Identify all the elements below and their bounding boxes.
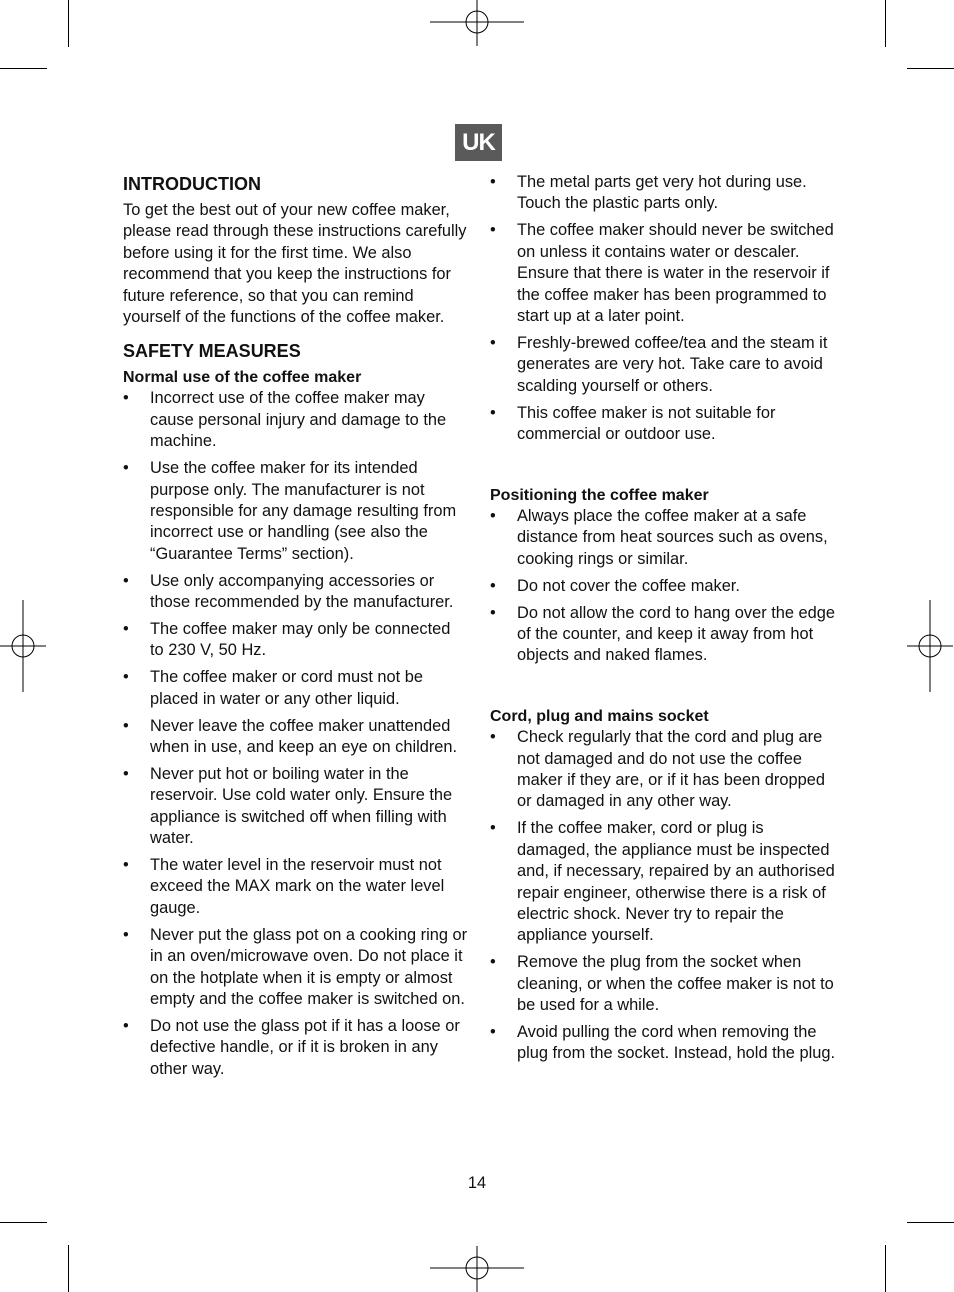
list-item: • Never leave the coffee maker unattended when in use, and keep an eye on children. xyxy=(123,716,458,757)
bullet-icon: • xyxy=(123,389,129,408)
bullet-icon: • xyxy=(123,716,129,735)
list-item: • The coffee maker should never be switched on unless it contains water or descaler. Ensure that there is water in the reservoir if the coffee maker has been programmed to start up at a later point. xyxy=(490,221,834,325)
bullet-icon: • xyxy=(123,571,129,590)
list-item: • Freshly-brewed coffee/tea and the steam it generates are very hot. Take care to avoid scalding yourself or others. xyxy=(490,333,828,395)
intro-paragraph: To get the best out of your new coffee maker, please read through these instructions carefully before using it for the first time. We also recommend that you keep the instructions for future reference, so that you can remind yourself of the functions of the coffee maker. xyxy=(123,201,467,327)
list-item: • Always place the coffee maker at a safe distance from heat sources such as ovens, cooking rings or similar. xyxy=(490,506,828,568)
bullet-icon: • xyxy=(490,576,496,595)
list-item: • Never put the glass pot on a cooking ring or in an oven/microwave oven. Do not place it on the hotplate when it is empty or almost empty and the coffee maker is switched on. xyxy=(123,925,468,1008)
bullet-icon: • xyxy=(490,1023,496,1041)
list-item: • This coffee maker is not suitable for commercial or outdoor use. xyxy=(490,403,776,443)
list-item: • Incorrect use of the coffee maker may cause personal injury and damage to the machine. xyxy=(123,389,447,451)
crop-mark xyxy=(68,1245,69,1292)
safety-heading: SAFETY MEASURES xyxy=(123,341,301,362)
list-item: • Do not use the glass pot if it has a loose or defective handle, or if it is broken in any other way. xyxy=(123,1016,460,1078)
list-item: • If the coffee maker, cord or plug is damaged, the appliance must be inspected and, if necessary, repaired by an authorised repair engineer, otherwise there is a risk of electric shock. Never try to repair the appliance yourself. xyxy=(490,819,835,945)
bullet-icon: • xyxy=(490,173,496,191)
crop-mark xyxy=(885,0,886,47)
bullet-icon: • xyxy=(490,403,496,422)
crop-mark xyxy=(0,68,47,69)
crop-mark xyxy=(68,0,69,47)
crop-mark xyxy=(907,68,954,69)
intro-heading: INTRODUCTION xyxy=(123,174,261,194)
list-item: • Avoid pulling the cord when removing the plug from the socket. Instead, hold the plug. xyxy=(490,1023,835,1063)
bullet-icon: • xyxy=(123,764,129,783)
crop-mark xyxy=(885,1245,886,1292)
language-badge: UK xyxy=(455,124,502,161)
list-item: • Remove the plug from the socket when cleaning, or when the coffee maker is not to be used for a while. xyxy=(490,953,834,1015)
registration-mark-icon xyxy=(430,1246,524,1292)
bullet-icon: • xyxy=(123,459,129,478)
bullet-icon: • xyxy=(490,953,496,972)
registration-mark-icon xyxy=(0,600,46,692)
list-item: • The water level in the reservoir must not exceed the MAX mark on the water level gauge. xyxy=(123,856,445,917)
positioning-subheading: Positioning the coffee maker xyxy=(490,486,709,504)
bullet-icon: • xyxy=(123,925,129,944)
bullet-icon: • xyxy=(490,333,496,352)
bullet-icon: • xyxy=(490,728,496,747)
list-item: • The coffee maker or cord must not be placed in water or any other liquid. xyxy=(123,668,424,708)
cord-subheading: Cord, plug and mains socket xyxy=(490,708,709,726)
left-column xyxy=(123,172,468,1086)
continued-list xyxy=(490,172,835,445)
list-item: • Use the coffee maker for its intended purpose only. The manufacturer is not responsible for any damage resulting from incorrect use or handling (see also the “Guarantee Terms” section). xyxy=(123,459,457,563)
list-item: • Do not allow the cord to hang over the edge of the counter, and keep it away from hot objects and naked flames. xyxy=(490,603,836,665)
list-item: • The metal parts get very hot during use. Touch the plastic parts only. xyxy=(490,173,807,213)
bullet-icon: • xyxy=(490,603,496,622)
bullet-icon: • xyxy=(123,856,129,875)
list-item: • Use only accompanying accessories or those recommended by the manufacturer. xyxy=(123,571,454,612)
normal-use-subheading: Normal use of the coffee maker xyxy=(123,369,362,387)
crop-mark xyxy=(907,1222,954,1223)
bullet-icon: • xyxy=(123,620,129,638)
list-item: • The coffee maker may only be connected to 230 V, 50 Hz. xyxy=(123,620,451,660)
normal-use-list xyxy=(123,388,468,1080)
bullet-icon: • xyxy=(123,668,129,687)
cord-list xyxy=(490,727,835,1065)
crop-mark xyxy=(0,1222,47,1223)
bullet-icon: • xyxy=(490,819,496,838)
list-item: • Check regularly that the cord and plug are not damaged and do not use the coffee maker if they are, or if it has been dropped or damaged in any other way. xyxy=(490,728,825,811)
registration-mark-icon xyxy=(430,0,524,46)
registration-mark-icon xyxy=(907,600,953,692)
bullet-icon: • xyxy=(490,221,496,240)
list-item: • Do not cover the coffee maker. xyxy=(490,576,835,597)
right-column xyxy=(490,172,835,1070)
list-item: • Never put hot or boiling water in the reservoir. Use cold water only. Ensure the appliance is switched off when filling with water. xyxy=(123,764,453,848)
positioning-list xyxy=(490,506,835,667)
bullet-icon: • xyxy=(123,1016,129,1035)
bullet-icon: • xyxy=(490,506,496,525)
page-number: 14 xyxy=(467,1174,487,1192)
